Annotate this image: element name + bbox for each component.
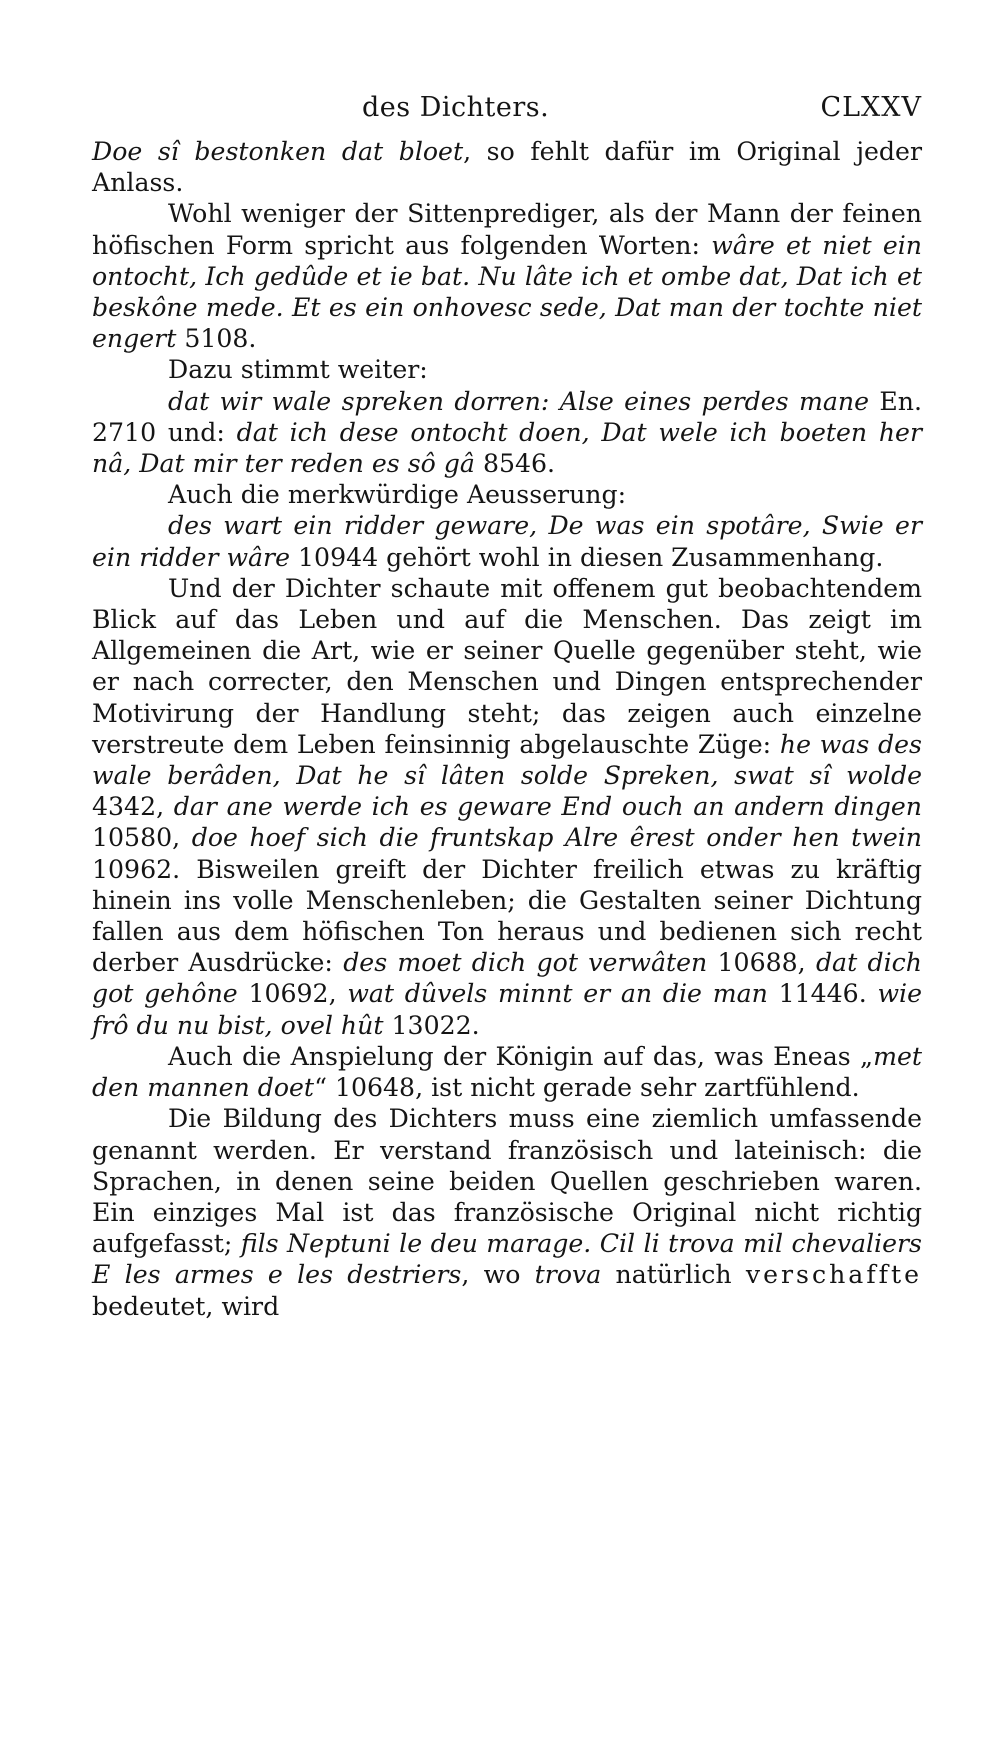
paragraph [92,136,922,198]
quoted-verse: des wart ein ridder geware, De was ein spotâre, Swie er ein ridder wâre [92,511,922,572]
quoted-verse: wie frô du nu bist, ovel hût [92,979,922,1040]
text-run: 13022. [383,1010,480,1040]
quoted-verse: dat wir wale spreken dorren: Alse eines perdes mane [168,386,869,416]
text-run: 10962. Bisweilen greift der Dichter freilich etwas zu kräftig hinein ins volle Menschenleben; die Gestalten seiner Dichtung fallen aus dem höfischen Ton heraus und bedienen sich recht derber Ausdrücke: [92,854,922,978]
text-run: 11446. [767,979,878,1009]
quoted-verse: des moet dich got verwâten [343,948,708,978]
paragraph [92,573,922,1041]
text-run: En. 2710 und: [92,386,922,447]
quoted-verse: Doe sî bestonken dat bloet [92,137,464,166]
page-header [92,92,922,136]
text-run: bedeutet, wird [92,1291,280,1321]
text-run: Dazu stimmt weiter: [168,355,428,385]
quoted-verse: trova [534,1260,602,1290]
text-run: 10944 gehört wohl in diesen Zusammenhang. [290,542,884,572]
paragraph [92,198,922,354]
quoted-verse: dat dich got gehône [92,948,922,1009]
text-run: “ 10648, ist nicht gerade sehr zartfühlend. [314,1073,860,1103]
quoted-verse: dat ich dese ontocht doen, Dat wele ich boeten her nâ, Dat mir ter reden es sô gâ [92,417,922,479]
quoted-verse: wâre et niet ein ontocht, Ich gedûde et ie bat. Nu lâte ich et ombe dat, Dat ich et beskône mede. Et es ein onhovesc sede, Dat man der tochte niet engert [92,230,922,354]
text-run: 10580, [92,823,192,853]
quoted-verse: he was des wale berâden, Dat he sî lâten solde Spreken, swat sî wolde [92,729,922,791]
text-run: 10688, [707,948,816,978]
text-run: 8546. [474,449,556,479]
paragraph [92,479,922,510]
running-title: des Dichters. [362,92,550,123]
paragraph [92,386,922,480]
text-run: Auch die Anspielung der Königin auf das, was Eneas „ [168,1041,874,1071]
text-run: 4342, [92,792,174,822]
paragraph [92,1041,922,1103]
text-run: natürlich [601,1260,746,1290]
quoted-verse: wat dûvels minnt er an die man [347,979,768,1009]
paragraph [92,354,922,385]
paragraph [92,510,922,572]
quoted-verse: dar ane werde ich es geware End ouch an andern dingen [173,792,922,822]
quoted-verse: doe hoef sich die fruntskap Alre êrest onder hen twein [191,823,923,853]
quoted-verse: fils Neptuni le deu marage. Cil li trova mil chevaliers E les armes e les destriers [92,1229,922,1290]
page-number: CLXXV [820,92,922,123]
book-page [92,92,922,1322]
text-run: Wohl weniger der Sittenprediger, als der Mann der feinen höfischen Form spricht aus folgenden Worten: [92,199,922,260]
paragraph [92,1103,922,1321]
text-run: 5108. [176,324,257,354]
text-run: verschaffte [745,1260,922,1290]
text-run: Die Bildung des Dichters muss eine ziemlich umfassende genannt werden. Er verstand französisch und lateinisch: die Sprachen, in denen seine beiden Quellen geschrieben waren. Ein einziges Mal ist das französische Original nicht richtig aufgefasst; [92,1104,922,1259]
quoted-verse: met den mannen doet [92,1041,922,1103]
text-run: 10692, [237,979,348,1009]
text-run: Auch die merkwürdige Aeusserung: [168,480,627,510]
text-run: , so fehlt dafür im Original jeder Anlass. [92,137,922,198]
text-run: , wo [461,1260,535,1290]
body-text [92,136,922,1322]
text-run: Und der Dichter schaute mit offenem gut beobachtendem Blick auf das Leben und auf die Menschen. Das zeigt im Allgemeinen die Art, wie er seiner Quelle gegenüber steht, wie er nach correcter, den Menschen und Dingen entsprechender Motivirung der Handlung steht; das zeigen auch einzelne verstreute dem Leben feinsinnig abgelauschte Züge: [92,573,922,759]
